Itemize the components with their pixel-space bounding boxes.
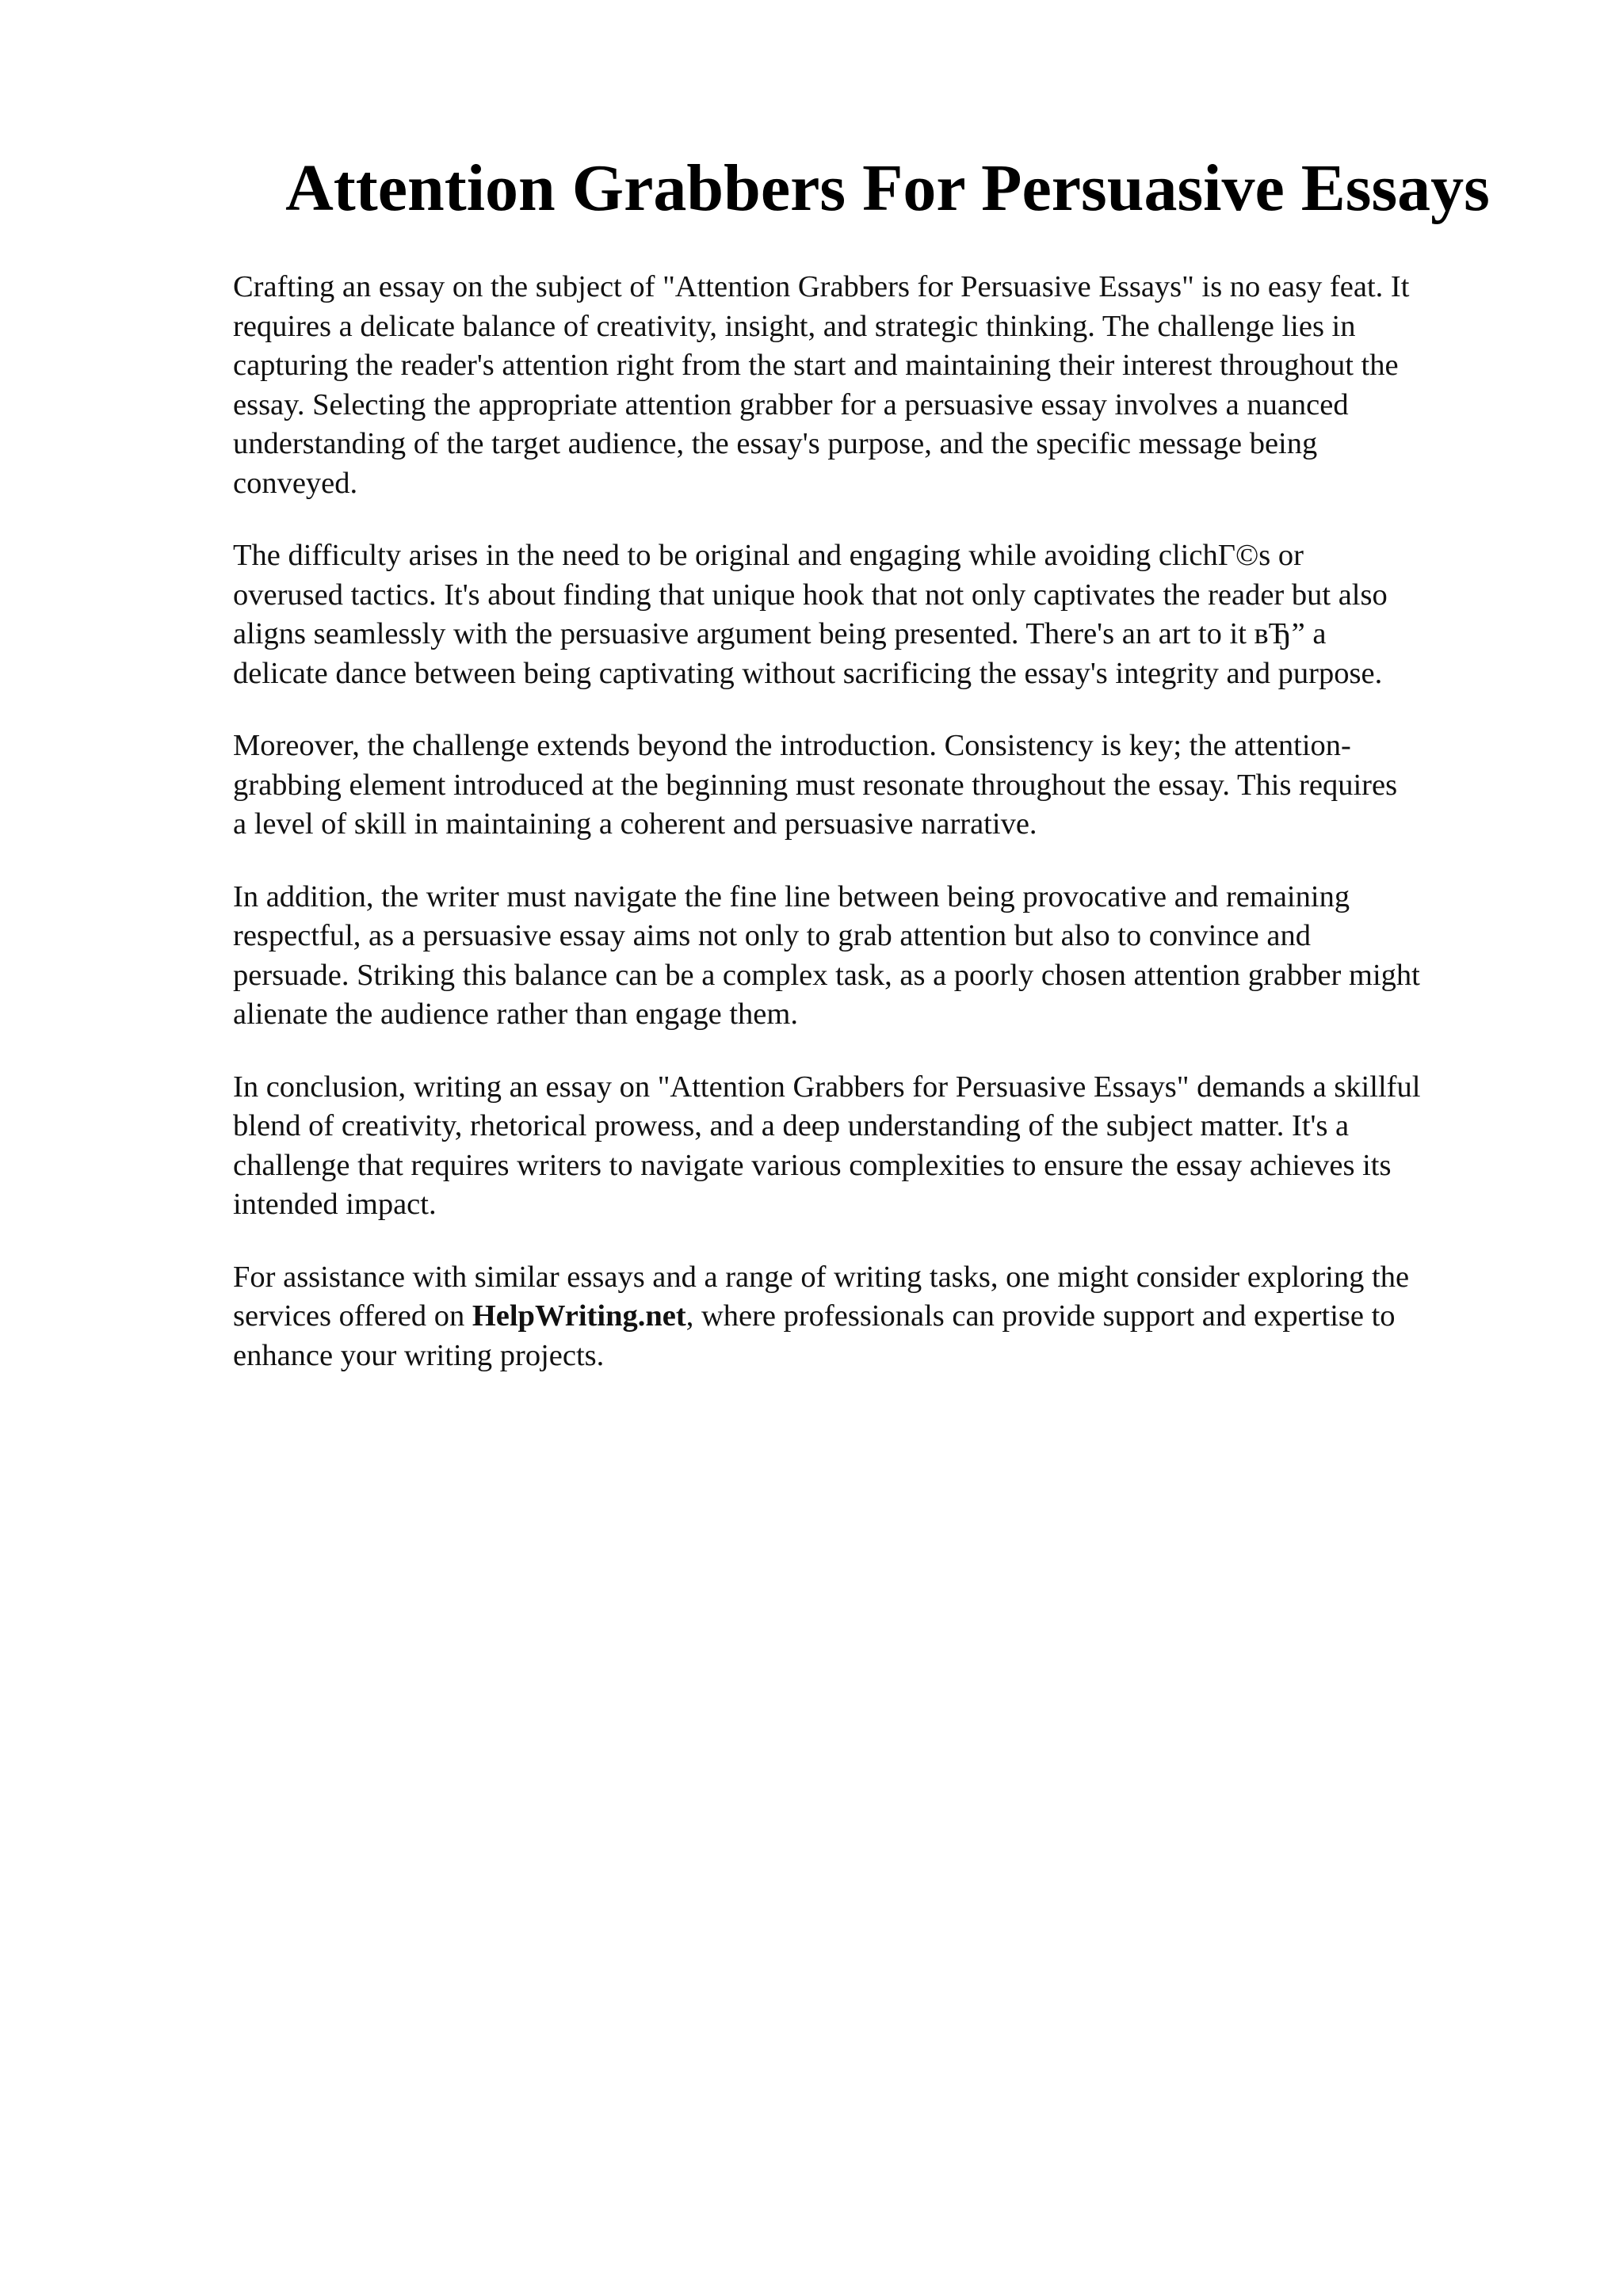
text-line: Moreover, the challenge extends beyond the introduction. Consistency is key; the attention- (233, 729, 1351, 762)
text-line: blend of creativity, rhetorical prowess, and a deep understanding of the subject matter. It's a (233, 1109, 1350, 1142)
text-line: requires a delicate balance of creativity, insight, and strategic thinking. The challenge lies in (233, 309, 1356, 343)
text-line: grabbing element introduced at the beginning must resonate throughout the essay. This requires (233, 768, 1398, 802)
essay-body (233, 268, 1533, 1409)
paragraph-6 (233, 1258, 1533, 1376)
paragraph-2 (233, 536, 1533, 693)
text-line: In conclusion, writing an essay on "Attention Grabbers for Persuasive Essays" demands a skillful (233, 1070, 1421, 1104)
page-title: Attention Grabbers For Persuasive Essays (285, 151, 1490, 225)
text-line: aligns seamlessly with the persuasive argument being presented. There's an art to it вЂ” a (233, 617, 1327, 650)
text-line: overused tactics. It's about finding that unique hook that not only captivates the reader but also (233, 578, 1388, 612)
text-line: For assistance with similar essays and a range of writing tasks, one might consider exploring the (233, 1260, 1410, 1294)
text-line: capturing the reader's attention right from the start and maintaining their interest throughout the (233, 349, 1399, 382)
helpwriting-link[interactable]: HelpWriting.net (472, 1299, 686, 1333)
text-line: essay. Selecting the appropriate attention grabber for a persuasive essay involves a nuanced (233, 387, 1349, 421)
text-line: respectful, as a persuasive essay aims not only to grab attention but also to convince and (233, 919, 1311, 952)
text-line: intended impact. (233, 1188, 437, 1221)
text-line: Crafting an essay on the subject of "Attention Grabbers for Persuasive Essays" is no easy feat. It (233, 270, 1410, 303)
text-line: challenge that requires writers to navigate various complexities to ensure the essay achieves its (233, 1148, 1392, 1182)
paragraph-3 (233, 727, 1533, 845)
text-line: delicate dance between being captivating without sacrificing the essay's integrity and purpose. (233, 656, 1383, 690)
text-line (233, 1297, 1533, 1337)
text-line: a level of skill in maintaining a coherent and persuasive narrative. (233, 807, 1037, 841)
paragraph-4 (233, 878, 1533, 1035)
text-line: enhance your writing projects. (233, 1338, 605, 1372)
text-line: alienate the audience rather than engage them. (233, 997, 798, 1031)
paragraph-5 (233, 1068, 1533, 1225)
text-line: conveyed. (233, 466, 358, 500)
text-segment: , where professionals can provide support and expertise to (685, 1299, 1396, 1333)
text-line: The difficulty arises in the need to be original and engaging while avoiding clichГ©s or (233, 539, 1304, 572)
text-line: persuade. Striking this balance can be a complex task, as a poorly chosen attention grabber might (233, 958, 1420, 992)
text-line: In addition, the writer must navigate the fine line between being provocative and remaining (233, 879, 1350, 913)
text-segment: services offered on (233, 1299, 472, 1333)
paragraph-1 (233, 268, 1533, 503)
text-line: understanding of the target audience, the essay's purpose, and the specific message being (233, 427, 1318, 460)
